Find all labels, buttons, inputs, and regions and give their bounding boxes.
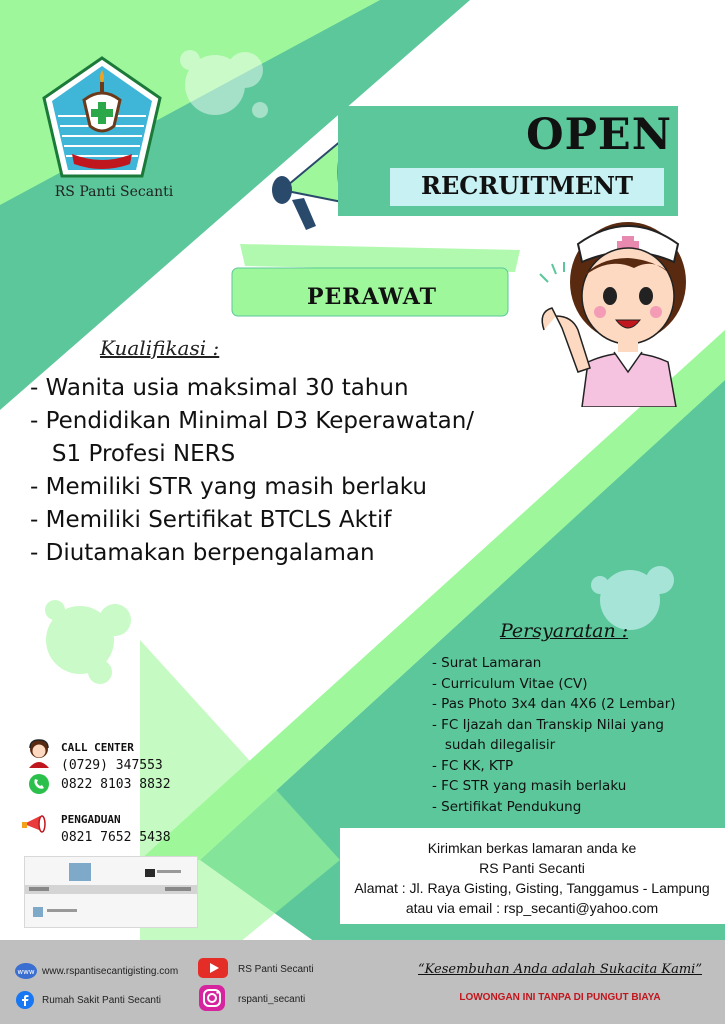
youtube-link[interactable]: RS Panti Secanti [238,964,314,975]
requirements-list [432,653,676,817]
requirement-item: - FC Ijazah dan Transkip Nilai yang [432,716,664,733]
website-link[interactable]: www.rspantisecantigisting.com [42,966,179,977]
requirement-item: sudah dilegalisir [432,737,556,753]
megaphone-small-icon [20,814,50,838]
bg-splash-left [45,600,131,684]
qualification-item: - Diutamakan berpengalaman [30,540,375,566]
requirement-item: - Curriculum Vitae (CV) [432,675,588,692]
phone-person-icon [26,738,52,768]
web-icon [14,962,38,980]
logo-emblem [42,56,162,181]
requirements-title: Persyaratan : [500,620,629,642]
position-title: PERAWAT [306,284,438,310]
free-notice: LOWONGAN INI TANPA DI PUNGUT BIAYA [459,992,661,1003]
qualifications-title: Kualifikasi : [100,336,220,360]
qualification-item: - Memiliki STR yang masih berlaku [30,474,427,500]
nurse-illustration [538,212,698,407]
youtube-icon [198,958,228,978]
footer [0,940,725,1024]
open-title: OPEN [526,110,672,160]
requirement-item: - Pas Photo 3x4 dan 4X6 (2 Lembar) [432,696,676,712]
recruitment-title: RECRUITMENT [421,171,633,200]
requirement-item: - FC KK, KTP [432,757,514,774]
send-info-address: Alamat : Jl. Raya Gisting, Gisting, Tanggamus - Lampung [354,880,710,896]
qualifications-list [30,372,474,570]
instagram-link[interactable]: rspanti_secanti [238,994,306,1005]
call-center-phone[interactable]: (0729) 347553 [61,758,163,773]
complaint-phone[interactable]: 0821 7652 5438 [61,830,171,845]
send-info-line: RS Panti Secanti [479,860,585,876]
qualification-item: S1 Profesi NERS [30,441,236,467]
whatsapp-icon [28,773,50,795]
requirement-item: - FC STR yang masih berlaku [432,778,627,794]
send-info-email[interactable]: atau via email : rsp_secanti@yahoo.com [405,900,659,916]
website-thumbnail [24,856,198,928]
tagline: “Kesembuhan Anda adalah Sukacita Kami” [418,962,702,977]
qualification-item: - Pendidikan Minimal D3 Keperawatan/ [30,408,475,434]
call-center-label: CALL CENTER [61,741,134,754]
svg-text:www: www [17,968,35,976]
requirement-item: - Surat Lamaran [432,655,542,671]
qualification-item: - Wanita usia maksimal 30 tahun [30,375,409,401]
requirement-item: - Sertifikat Pendukung [432,798,582,815]
facebook-link[interactable]: Rumah Sakit Panti Secanti [42,995,161,1006]
qualification-item: - Memiliki Sertifikat BTCLS Aktif [30,507,392,533]
complaint-label: PENGADUAN [61,813,121,826]
send-info [344,838,720,918]
facebook-icon [16,991,34,1009]
whatsapp-phone[interactable]: 0822 8103 8832 [61,777,171,792]
instagram-icon [198,984,226,1012]
send-info-line: Kirimkan berkas lamaran anda ke [427,840,637,856]
website-thumbnail-graphic [25,857,197,927]
hospital-name: RS Panti Secanti [54,184,174,200]
